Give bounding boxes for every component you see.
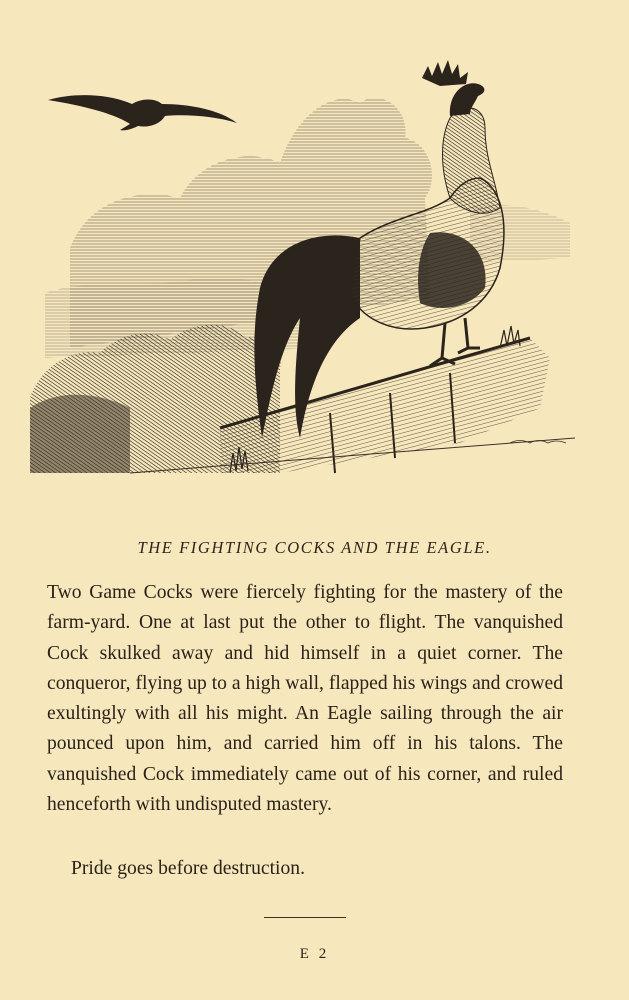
divider-rule: [264, 917, 346, 918]
rooster-eagle-illustration: [30, 48, 575, 480]
fable-paragraph: Two Game Cocks were fiercely fighting for the mastery of the farm-yard. One at last put the other to flight. The vanquished Cock skulked away and hid himself in a quiet corner. The conqueror, flying up to a high wall, flapped his wings and crowed exultingly with all his might. An Eagle sailing through the air pounced upon him, and carried him off in his talons. The vanquished Cock immediately came out of his corner, and ruled henceforth with undisputed mastery.: [47, 582, 563, 816]
fable-body: [47, 578, 563, 820]
engraving-icon: [30, 48, 575, 480]
eagle-icon: [48, 95, 237, 130]
page-signature: E 2: [299, 946, 330, 962]
fable-moral: Pride goes before destruction.: [71, 858, 305, 879]
fable-title: THE FIGHTING COCKS AND THE EAGLE.: [137, 538, 492, 557]
